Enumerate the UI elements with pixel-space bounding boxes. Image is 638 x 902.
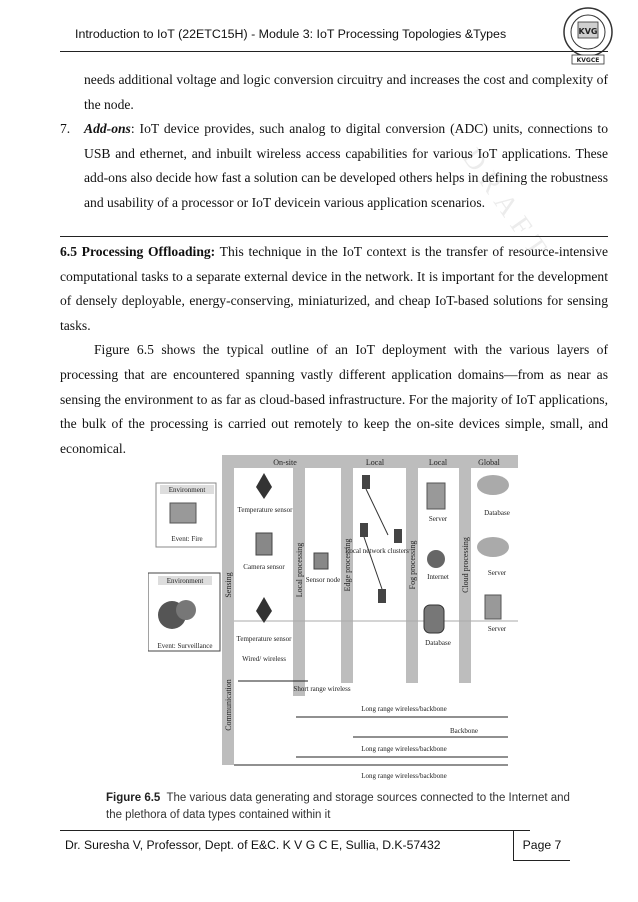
caption-label: Figure 6.5 [106,792,161,804]
caption-text: The various data generating and storage sources connected to the Internet and the plethora of data types contained within it [106,792,570,821]
label-cloud-processing: Cloud processing [461,537,470,593]
comm-long-2: Long range wireless/backbone [361,745,447,753]
event-surveillance: Event: Surveillance [157,642,213,650]
comm-long-1: Long range wireless/backbone [361,705,447,713]
body-text [60,68,608,216]
footer-rule [60,830,530,831]
college-logo [560,6,616,66]
col-local-1: Local [365,458,385,467]
camera-sensor: Camera sensor [243,563,285,571]
section-text: This technique in the IoT context is the transfer of resource-intensive computational tasks to a separate external device in the network. It is important for the development of densely deployable, energy-conserving, miniaturized, and cheap IoT-based solutions for sensing tasks. [60,244,608,333]
temp-sensor-2: Temperature sensor [236,635,292,643]
env-1: Environment [168,486,206,494]
footer-author: Dr. Suresha V, Professor, Dept. of E&C. K V G C E, Sullia, D.K-57432 [65,838,441,852]
col-global: Global [478,458,500,467]
local-clusters: Local network clusters [345,547,409,555]
section-6-5 [60,240,608,461]
figure-caption [106,790,576,824]
server-3: Server [487,625,507,633]
internet: Internet [427,573,449,581]
paragraph-cont: needs additional voltage and logic conversion circuitry and increases the cost and complexity of the node. [84,72,608,112]
sensor-node: Sensor node [305,576,341,584]
col-local-2: Local [428,458,448,467]
server-2: Server [487,569,507,577]
label-fog-processing: Fog processing [408,540,417,590]
comm-long-3: Long range wireless/backbone [361,772,447,780]
list-item-text: : IoT device provides, such analog to digital conversion (ADC) units, connections to USB and ethernet, and inbuilt wireless access capabilities for various IoT applications. These add-ons also decide how fast a solution can be developed others helps in defining the robustness and usability of a processor or IoT devicein various application scenarios. [84,121,608,210]
list-item-7 [60,117,608,215]
list-item-label: Add-ons [84,121,131,137]
event-fire: Event: Fire [171,535,203,543]
label-sensing: Sensing [224,572,233,598]
database-1: Database [425,639,451,647]
section-paragraph [60,240,608,338]
comm-backbone: Backbone [450,727,478,735]
label-local-processing: Local processing [295,542,304,598]
col-onsite: On-site [273,458,297,467]
list-number: 7. [60,121,71,137]
env-2: Environment [166,577,204,585]
comm-wired: Wired/ wireless [242,655,286,663]
label-communication: Communication [224,679,233,731]
label-edge-processing: Edge processing [343,538,352,592]
comm-short: Short range wireless [293,685,351,693]
server-1: Server [428,515,448,523]
database-2: Database [484,509,510,517]
logo-text: KVGCE [576,57,600,64]
page-number: Page 7 [513,830,570,861]
header-rule [60,51,608,52]
section-heading: 6.5 Processing Offloading: [60,244,216,259]
header-title: Introduction to IoT (22ETC15H) - Module 3: IoT Processing Topologies &Types [75,27,507,41]
figure-6-5 [148,455,518,785]
watermark: DRAFT [455,142,557,269]
page-header [0,0,638,64]
svg-text:KVG: KVG [578,27,598,36]
figure-description: Figure 6.5 shows the typical outline of an IoT deployment with the various layers of processing that are encountered spanning vastly different application domains—from as near as sensing the environment to as far as cloud-based infrastructure. For the majority of IoT applications, the bulk of the processing is carried out remotely to keep the on-site devices simple, small, and economical. [60,342,608,456]
section-rule [60,236,608,237]
temp-sensor-1: Temperature sensor [237,506,293,514]
